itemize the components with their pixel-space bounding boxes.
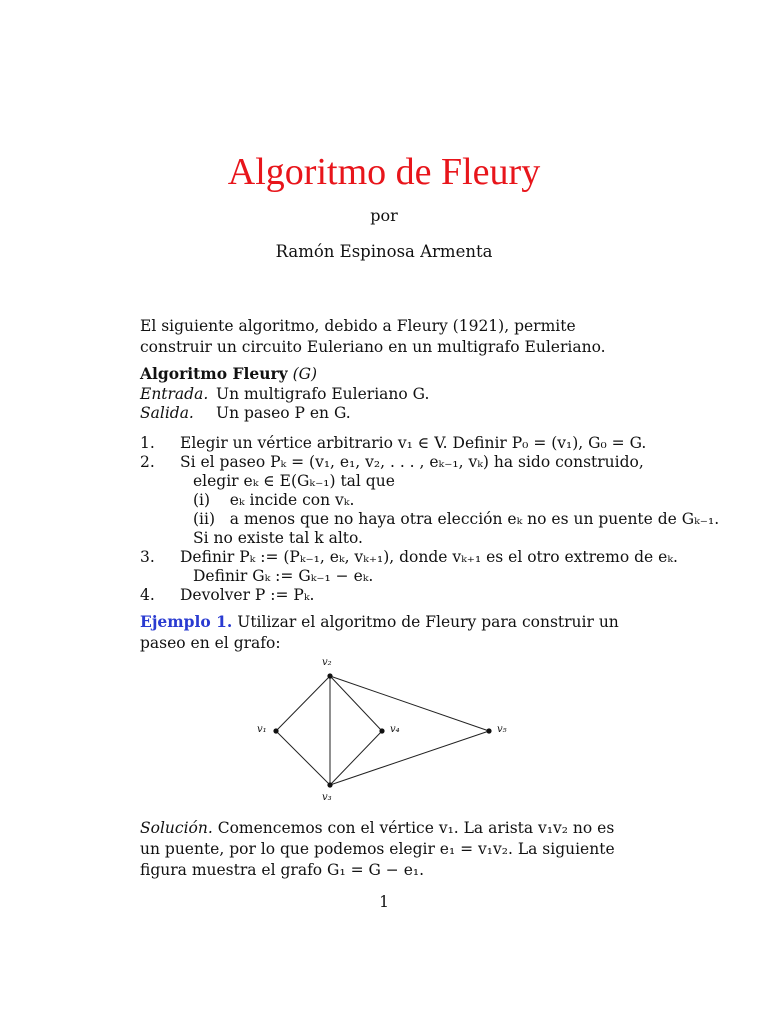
step-number: 3. xyxy=(140,548,155,566)
step-number: 4. xyxy=(140,586,155,604)
vertex-label-v3: v₃ xyxy=(322,792,332,803)
step-line: Definir Gₖ := Gₖ₋₁ − eₖ. xyxy=(193,567,374,585)
graph-vertex-v5 xyxy=(486,728,491,733)
step-number: 2. xyxy=(140,453,155,471)
step-line: Si el paseo Pₖ = (v₁, e₁, v₂, . . . , eₖ₋₁, vₖ) ha sido construido, xyxy=(180,453,644,471)
graph-vertex-v1 xyxy=(273,728,278,733)
graph-vertex-v4 xyxy=(379,728,384,733)
graph-vertices xyxy=(273,673,491,787)
input-label: Entrada. xyxy=(140,385,209,403)
output-text: Un paseo P en G. xyxy=(216,404,351,422)
page-number: 1 xyxy=(379,893,389,911)
graph-edge-v4-v3 xyxy=(330,731,382,785)
graph-edge-v3-v5 xyxy=(330,731,489,785)
example-text: Utilizar el algoritmo de Fleury para construir un paseo en el grafo: xyxy=(140,613,619,652)
intro-paragraph: El siguiente algoritmo, debido a Fleury (1921), permite construir un circuito Euleriano en un multigrafo Euleriano. xyxy=(140,317,606,356)
example-label: Ejemplo 1. xyxy=(140,612,233,631)
algorithm-name: Algoritmo Fleury xyxy=(140,364,288,383)
page-title: Algoritmo de Fleury xyxy=(227,151,541,193)
step-number: 1. xyxy=(140,434,155,452)
step-line: elegir eₖ ∈ E(Gₖ₋₁) tal que xyxy=(193,472,395,490)
author-name: Ramón Espinosa Armenta xyxy=(275,242,493,261)
solution-paragraph xyxy=(140,818,630,881)
vertex-label-v1: v₁ xyxy=(257,724,267,735)
input-text: Un multigrafo Euleriano G. xyxy=(216,385,430,403)
step-line: Si no existe tal k alto. xyxy=(193,529,363,547)
step-line: Devolver P := Pₖ. xyxy=(180,586,315,604)
solution-text: Comencemos con el vértice v₁. La arista v₁v₂ no es un puente, por lo que podemos elegir e₁ = v₁v₂. La siguiente figura muestra el grafo G₁ = G − e₁. xyxy=(140,819,615,879)
graph-vertex-v2 xyxy=(327,673,332,678)
vertex-label-v5: v₅ xyxy=(497,724,507,735)
step-line: Definir Pₖ := (Pₖ₋₁, eₖ, vₖ₊₁), donde vₖ₊₁ es el otro extremo de eₖ. xyxy=(180,548,678,566)
vertex-label-v4: v₄ xyxy=(390,724,400,735)
graph-edge-v2-v5 xyxy=(330,676,489,731)
algorithm-param: (G) xyxy=(292,365,318,383)
step-line: Elegir un vértice arbitrario v₁ ∈ V. Definir P₀ = (v₁), G₀ = G. xyxy=(180,434,647,452)
graph-edge-v2-v4 xyxy=(330,676,382,731)
graph-edge-v1-v3 xyxy=(276,731,330,785)
byline: por xyxy=(370,206,398,225)
step-line: (i) eₖ incide con vₖ. xyxy=(193,491,355,509)
output-label: Salida. xyxy=(140,404,194,422)
graph-edge-v1-v2 xyxy=(276,676,330,731)
solution-label: Solución. xyxy=(140,819,213,837)
graph-vertex-v3 xyxy=(327,782,332,787)
vertex-label-v2: v₂ xyxy=(322,657,332,668)
step-line: (ii) a menos que no haya otra elección eₖ no es un puente de Gₖ₋₁. xyxy=(193,510,720,528)
